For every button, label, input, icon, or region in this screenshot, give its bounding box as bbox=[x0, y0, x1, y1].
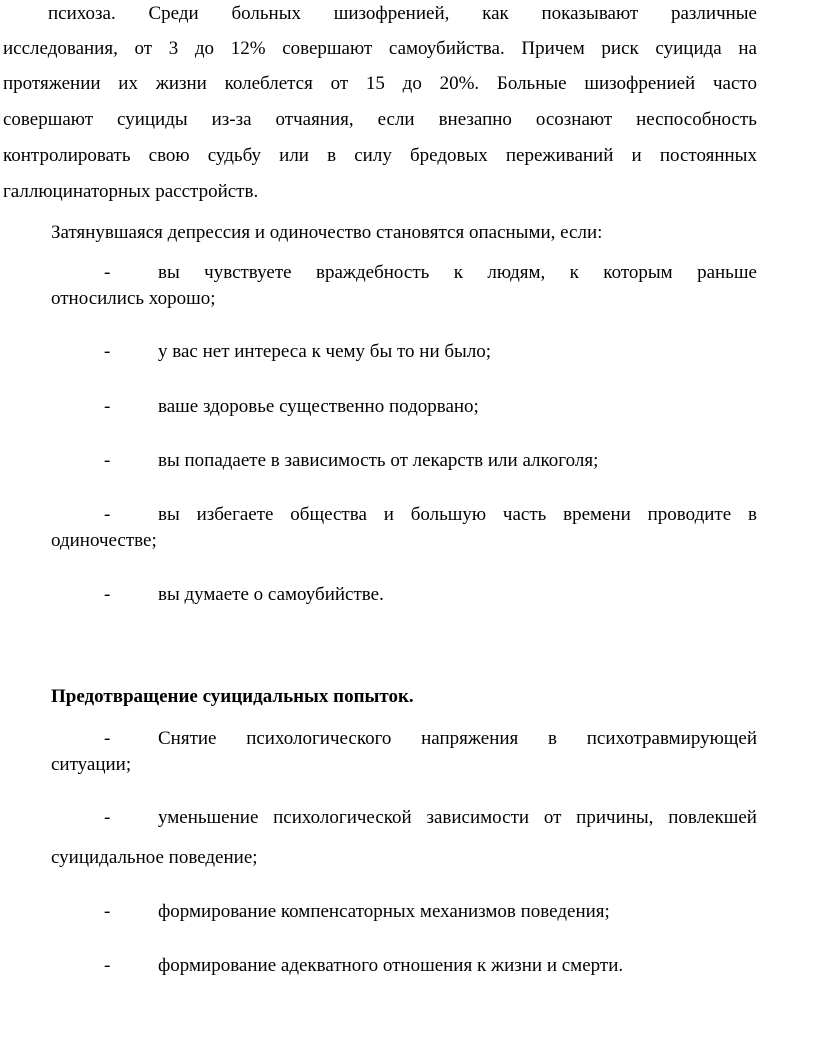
word: напряжения bbox=[421, 728, 519, 749]
word: из-за bbox=[211, 109, 252, 130]
list-dash: - bbox=[104, 728, 111, 749]
list-item-line: относились хорошо; bbox=[51, 288, 216, 309]
word: которым bbox=[603, 262, 673, 283]
word: шизофренией, bbox=[333, 3, 450, 24]
list-item-line: формирование адекватного отношения к жизни и смерти. bbox=[158, 955, 624, 976]
word: 15 bbox=[365, 73, 385, 94]
word: к bbox=[569, 262, 579, 283]
word: на bbox=[738, 38, 757, 59]
list-item-line: суицидальное поведение; bbox=[51, 847, 258, 868]
word: Больные bbox=[496, 73, 567, 94]
word: вы bbox=[158, 262, 180, 283]
word: совершают bbox=[3, 109, 94, 130]
word: до bbox=[402, 73, 422, 94]
word: неспособность bbox=[636, 109, 757, 130]
word: проводите bbox=[647, 504, 732, 525]
paragraph-line bbox=[3, 144, 757, 168]
word: колеблется bbox=[224, 73, 313, 94]
word: больных bbox=[231, 3, 301, 24]
word: от bbox=[543, 807, 562, 828]
word: повлекшей bbox=[668, 807, 757, 828]
list-item-line: одиночестве; bbox=[51, 530, 157, 551]
word: вы bbox=[158, 504, 180, 525]
list-item-line bbox=[158, 727, 757, 751]
word: психоза. bbox=[48, 3, 116, 24]
word: до bbox=[194, 38, 215, 59]
paragraph-line bbox=[3, 108, 757, 132]
word: жизни bbox=[155, 73, 207, 94]
word: Среди bbox=[148, 3, 199, 24]
word: психотравмирующей bbox=[586, 728, 757, 749]
list-item-line: вы попадаете в зависимость от лекарств или алкоголя; bbox=[158, 450, 599, 471]
word: судьбу bbox=[207, 145, 262, 166]
list-item-line bbox=[158, 806, 757, 830]
word: уменьшение bbox=[158, 807, 259, 828]
word: внезапно bbox=[438, 109, 512, 130]
word: их bbox=[118, 73, 138, 94]
list-dash: - bbox=[104, 584, 111, 605]
word: риск bbox=[601, 38, 639, 59]
list-dash: - bbox=[104, 341, 111, 362]
word: к bbox=[453, 262, 463, 283]
word: самоубийства. bbox=[388, 38, 505, 59]
word: как bbox=[482, 3, 509, 24]
word: переживаний bbox=[505, 145, 614, 166]
word: если bbox=[377, 109, 415, 130]
word: свою bbox=[148, 145, 190, 166]
list-dash: - bbox=[104, 807, 111, 828]
word: осознают bbox=[535, 109, 613, 130]
word: в bbox=[548, 728, 557, 749]
list-dash: - bbox=[104, 396, 111, 417]
list-item-line bbox=[158, 503, 757, 527]
word: общества bbox=[290, 504, 367, 525]
word: от bbox=[330, 73, 349, 94]
word: шизофренией bbox=[584, 73, 696, 94]
word: чувствуете bbox=[204, 262, 292, 283]
word: большую bbox=[410, 504, 487, 525]
paragraph-line bbox=[48, 2, 757, 26]
word: 20%. bbox=[439, 73, 480, 94]
word: совершают bbox=[282, 38, 373, 59]
word: от bbox=[134, 38, 153, 59]
word: часть bbox=[502, 504, 547, 525]
word: 12% bbox=[230, 38, 266, 59]
word: раньше bbox=[697, 262, 757, 283]
word: бредовых bbox=[409, 145, 488, 166]
list-dash: - bbox=[104, 262, 111, 283]
word: Снятие bbox=[158, 728, 217, 749]
word: людям, bbox=[487, 262, 546, 283]
word: и bbox=[383, 504, 394, 525]
word: 3 bbox=[168, 38, 179, 59]
word: часто bbox=[712, 73, 757, 94]
word: исследования, bbox=[3, 38, 118, 59]
word: психологической bbox=[273, 807, 412, 828]
list-dash: - bbox=[104, 450, 111, 471]
list-dash: - bbox=[104, 901, 111, 922]
word: отчаяния, bbox=[275, 109, 354, 130]
word: протяжении bbox=[3, 73, 101, 94]
paragraph-line bbox=[3, 72, 757, 96]
word: времени bbox=[563, 504, 631, 525]
word: показывают bbox=[541, 3, 639, 24]
intro-sentence: Затянувшаяся депрессия и одиночество становятся опасными, если: bbox=[51, 222, 603, 243]
word: Причем bbox=[521, 38, 585, 59]
list-dash: - bbox=[104, 504, 111, 525]
list-item-line: ситуации; bbox=[51, 754, 132, 775]
word: избегаете bbox=[196, 504, 274, 525]
word: психологического bbox=[246, 728, 392, 749]
word: силу bbox=[354, 145, 392, 166]
word: различные bbox=[670, 3, 757, 24]
list-item-line: у вас нет интереса к чему бы то ни было; bbox=[158, 341, 492, 362]
word: враждебность bbox=[315, 262, 430, 283]
paragraph-line bbox=[3, 37, 757, 61]
paragraph-line bbox=[3, 180, 258, 204]
word: суицида bbox=[655, 38, 722, 59]
word: зависимости bbox=[426, 807, 530, 828]
word: галлюцинаторных расстройств. bbox=[3, 181, 259, 202]
list-item-line bbox=[158, 261, 757, 285]
word: и bbox=[631, 145, 642, 166]
word: контролировать bbox=[3, 145, 131, 166]
list-dash: - bbox=[104, 955, 111, 976]
word: в bbox=[747, 504, 757, 525]
word: или bbox=[279, 145, 309, 166]
word: суициды bbox=[117, 109, 188, 130]
list-item-line: формирование компенсаторных механизмов поведения; bbox=[158, 901, 610, 922]
word: причины, bbox=[576, 807, 654, 828]
section-heading: Предотвращение суицидальных попыток. bbox=[51, 686, 414, 707]
word: постоянных bbox=[659, 145, 757, 166]
word: в bbox=[327, 145, 337, 166]
list-item-line: ваше здоровье существенно подорвано; bbox=[158, 396, 479, 417]
list-item-line: вы думаете о самоубийстве. bbox=[158, 584, 384, 605]
